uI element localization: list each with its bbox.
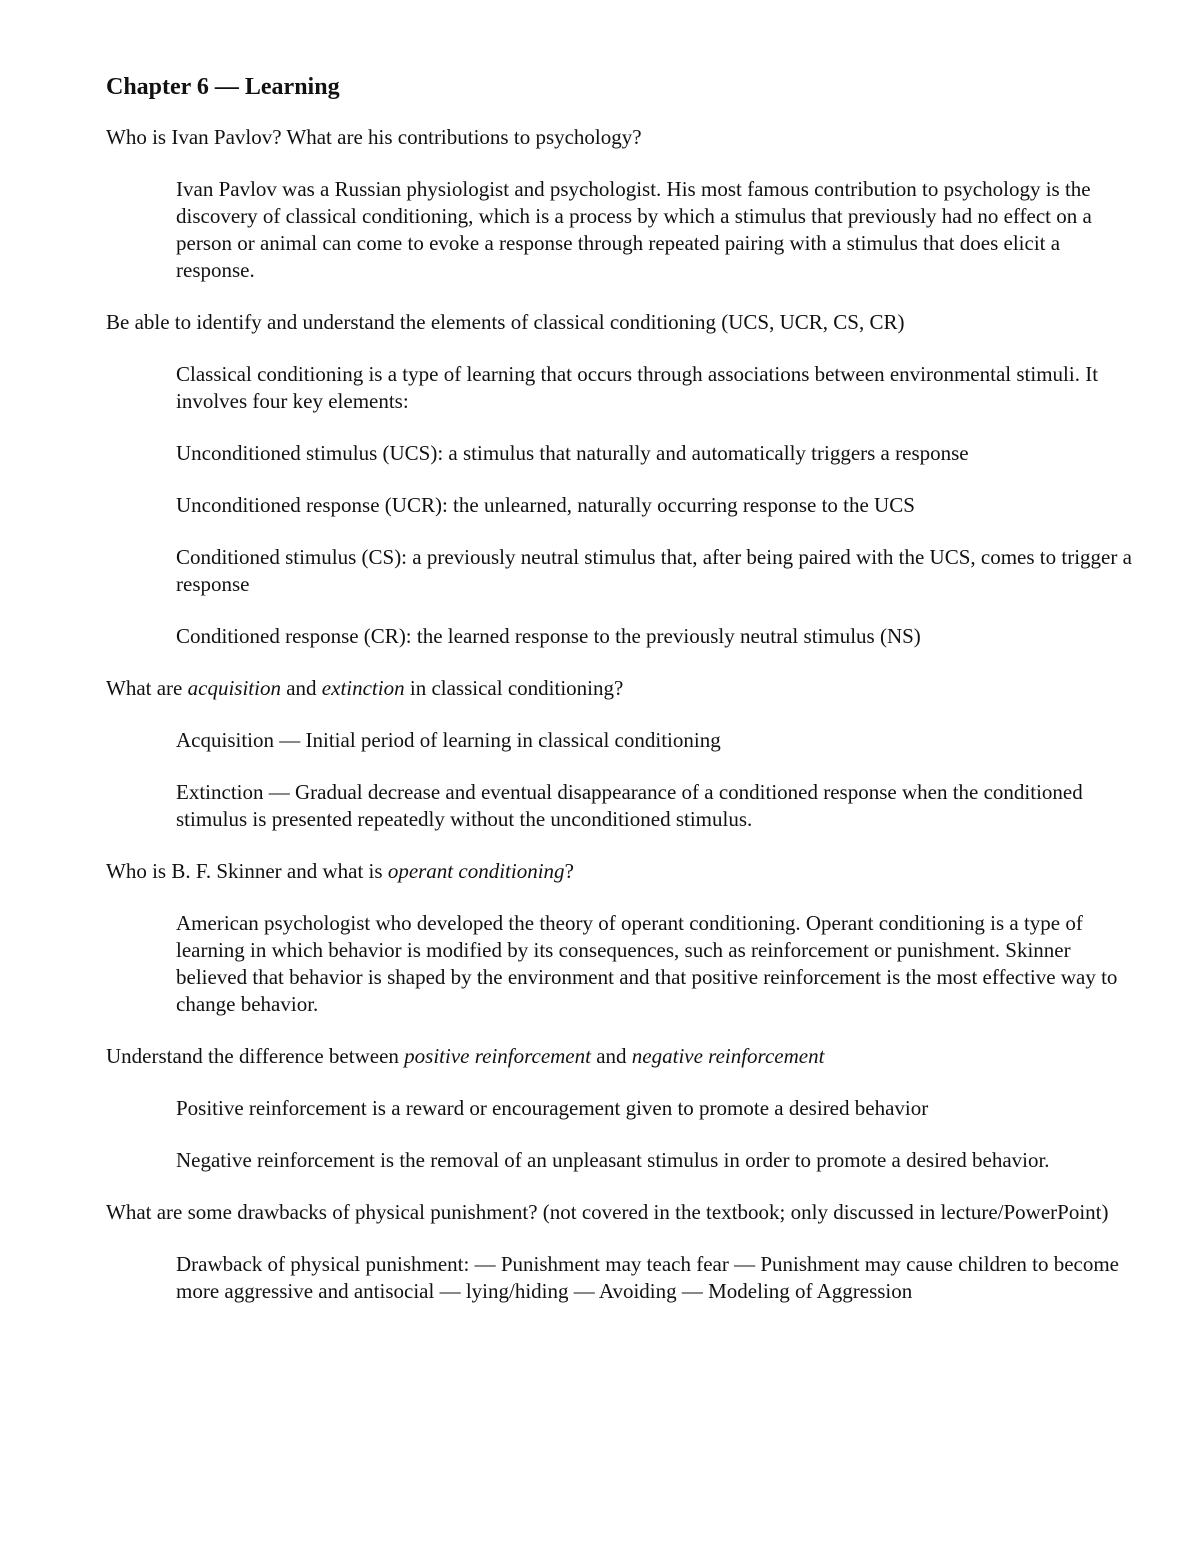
- question-reinforcement: [106, 1043, 1136, 1070]
- question-classical-elements: Be able to identify and understand the elements of classical conditioning (UCS, UCR, CS, CR): [106, 310, 905, 334]
- answer-punishment: Drawback of physical punishment: — Punishment may teach fear — Punishment may cause children to become more aggressive and antisocial — lying/hiding — Avoiding — Modeling of Aggression: [176, 1252, 1120, 1303]
- document-page: [106, 72, 1136, 1332]
- answer-cs: Conditioned stimulus (CS): a previously neutral stimulus that, after being paired with the UCS, comes to trigger a response: [176, 545, 1132, 596]
- emphasis-term: operant conditioning: [387, 859, 565, 883]
- question-pavlov: Who is Ivan Pavlov? What are his contributions to psychology?: [106, 125, 642, 149]
- answer-ucr: Unconditioned response (UCR): the unlearned, naturally occurring response to the UCS: [176, 493, 915, 517]
- question-acquisition-extinction: [106, 675, 1136, 702]
- emphasis-term: extinction: [321, 676, 405, 700]
- question-text: and: [280, 676, 322, 700]
- emphasis-term: acquisition: [187, 676, 281, 700]
- question-skinner: [106, 858, 1136, 885]
- document-title: Chapter 6 — Learning: [106, 74, 340, 100]
- answer-negative-reinforcement: Negative reinforcement is the removal of an unpleasant stimulus in order to promote a desired behavior.: [176, 1148, 1050, 1172]
- answer-pavlov: Ivan Pavlov was a Russian physiologist and psychologist. His most famous contribution to psychology is the discovery of classical conditioning, which is a process by which a stimulus that previously had no effect on a person or animal can come to evoke a response through repeated pairing with a stimulus that does elicit a response.: [176, 177, 1092, 282]
- answer-ucs: Unconditioned stimulus (UCS): a stimulus that naturally and automatically triggers a response: [176, 441, 969, 465]
- answer-positive-reinforcement: Positive reinforcement is a reward or encouragement given to promote a desired behavior: [176, 1096, 929, 1120]
- question-text: and: [590, 1044, 632, 1068]
- emphasis-term: positive reinforcement: [404, 1044, 591, 1068]
- question-text: What are: [106, 676, 188, 700]
- question-text: in classical conditioning?: [404, 676, 624, 700]
- question-text: Who is B. F. Skinner and what is: [106, 859, 388, 883]
- answer-cr: Conditioned response (CR): the learned response to the previously neutral stimulus (NS): [176, 624, 921, 648]
- answer-classical-intro: Classical conditioning is a type of learning that occurs through associations between environmental stimuli. It involves four key elements:: [176, 362, 1099, 413]
- answer-extinction: Extinction — Gradual decrease and eventual disappearance of a conditioned response when the conditioned stimulus is presented repeatedly without the unconditioned stimulus.: [176, 780, 1083, 831]
- question-punishment: What are some drawbacks of physical punishment? (not covered in the textbook; only discussed in lecture/PowerPoint): [106, 1200, 1109, 1224]
- answer-skinner: American psychologist who developed the theory of operant conditioning. Operant conditioning is a type of learning in which behavior is modified by its consequences, such as reinforcement or punishment. Skinner believed that behavior is shaped by the environment and that positive reinforcement is the most effective way to change behavior.: [176, 911, 1118, 1016]
- question-text: ?: [564, 859, 574, 883]
- emphasis-term: negative reinforcement: [631, 1044, 825, 1068]
- answer-acquisition: Acquisition — Initial period of learning in classical conditioning: [176, 728, 721, 752]
- question-text: Understand the difference between: [106, 1044, 405, 1068]
